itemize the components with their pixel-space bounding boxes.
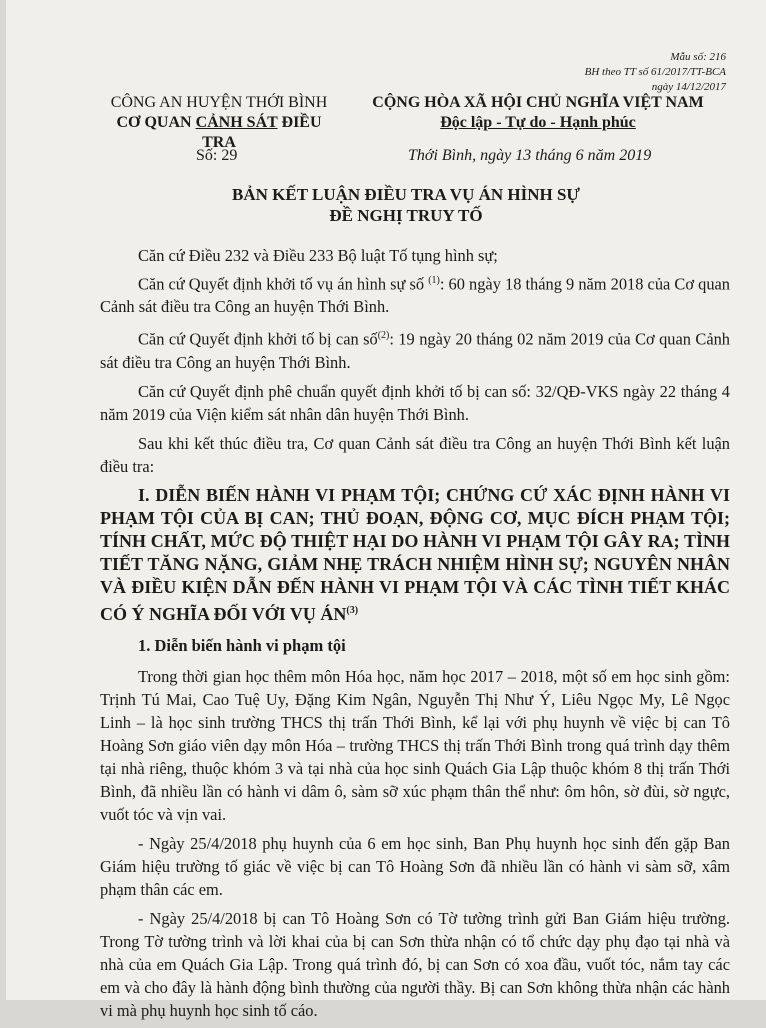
- paragraph-case-prosecution: [100, 269, 730, 318]
- paragraph-incident-description: Trong thời gian học thêm môn Hóa học, năm học 2017 – 2018, một số em học sinh gồm: Trịnh Tú Mai, Cao Tuệ Uy, Đặng Kim Ngân, Nguyễn Thị Như Ý, Liêu Ngọc My, Lê Ngọc Linh – là học sinh trường THCS thị trấn Thới Bình, kể lại với phụ huynh về việc bị can Tô Hoàng Sơn giáo viên dạy môn Hóa – trường THCS thị trấn Thới Bình trong quá trình dạy thêm tại nhà riêng, thuộc khóm 3 và tại nhà của học sinh Quách Gia Lập thuộc khóm 8 thị trấn Thới Bình, đã nhiều lần có hành vi dâm ô, sàm sỡ xúc phạm thân thể như: ôm hôn, sờ đùi, sờ ngực, vuốt tóc và vịn vai.: [100, 666, 730, 824]
- document-body: [100, 244, 730, 1028]
- national-motto: Độc lập - Tự do - Hạnh phúc: [440, 114, 636, 131]
- place-and-date: Thới Bình, ngày 13 tháng 6 năm 2019: [408, 147, 652, 164]
- form-issue-date: ngày 14/12/2017: [651, 81, 726, 93]
- section-1-heading: [100, 484, 730, 626]
- p2-text-b: : 60 ngày 18 tháng 9 năm 2018 của Cơ quan Cảnh sát điều tra Công an huyện Thới Bình.: [100, 274, 730, 317]
- paragraph-defendant-statement: - Ngày 25/4/2018 bị can Tô Hoàng Sơn có Tờ tường trình gửi Ban Giám hiệu trường. Trong Tờ tường trình và lời khai của bị can Sơn thừa nhận có tổ chức dạy phụ đạo tại nhà và nhà của em Quách Gia Lập. Trong quá trình đó, bị can Sơn có xoa đầu, vuốt tóc, nắm tay các em và cho đây là hành động bình thường của người thầy. Bị can Sơn không thừa nhận các hành vi mà phụ huynh học sinh tố cáo.: [100, 908, 730, 1020]
- p3-text-a: Căn cứ Quyết định khởi tố bị can số: [138, 329, 378, 349]
- subsection-1-heading: 1. Diễn biến hành vi phạm tội: [138, 635, 346, 655]
- country-name: CỘNG HÒA XÃ HỘI CHỦ NGHĨA VIỆT NAM: [372, 94, 704, 111]
- agency-line-1: CÔNG AN HUYỆN THỚI BÌNH: [110, 94, 328, 111]
- paragraph-defendant-prosecution: [100, 324, 730, 373]
- footnote-ref-1: (1): [428, 275, 440, 286]
- title-line-1: BẢN KẾT LUẬN ĐIỀU TRA VỤ ÁN HÌNH SỰ: [232, 185, 580, 204]
- national-header: [368, 93, 708, 133]
- p3-text-b: : 19 ngày 20 tháng 02 năm 2019 của Cơ quan Cảnh sát điều tra Công an huyện Thới Bình.: [100, 329, 731, 372]
- section-1-heading-text: I. DIỄN BIẾN HÀNH VI PHẠM TỘI; CHỨNG CỨ XÁC ĐỊNH HÀNH VI PHẠM TỘI CỦA BỊ CAN; THỦ ĐOẠN, ĐỘNG CƠ, MỤC ĐÍCH PHẠM TỘI; TÍNH CHẤT, MỨC ĐỘ THIỆT HẠI DO HÀNH VI PHẠM TỘI GÂY RA; TÌNH TIẾT TĂNG NẶNG, GIẢM NHẸ TRÁCH NHIỆM HÌNH SỰ; NGUYÊN NHÂN VÀ ĐIỀU KIỆN DẪN ĐẾN HÀNH VI PHẠM TỘI VÀ CÁC TÌNH TIẾT KHÁC CÓ Ý NGHĨA ĐỐI VỚI VỤ ÁN: [100, 484, 730, 624]
- form-number: Mẫu số: 216: [670, 51, 726, 63]
- paragraph-approval-decision: Căn cứ Quyết định phê chuẩn quyết định khởi tố bị can số: 32/QĐ-VKS ngày 22 tháng 4 năm 2019 của Viện kiểm sát nhân dân huyện Thới Bình.: [100, 381, 730, 424]
- footnote-ref-2: (2): [377, 330, 390, 342]
- footnote-ref-3: (3): [346, 604, 359, 616]
- paragraph-parent-report: - Ngày 25/4/2018 phụ huynh của 6 em học sinh, Ban Phụ huynh học sinh đến gặp Ban Giám hiệu trường tố giác về việc bị can Tô Hoàng Sơn đã nhiều lần có hành vi sàm sỡ, xâm phạm thân các em.: [100, 833, 730, 899]
- title-line-2: ĐỀ NGHỊ TRUY TỐ: [329, 206, 483, 225]
- form-issued-by: BH theo TT số 61/2017/TT-BCA: [584, 66, 726, 78]
- issuing-agency: [104, 93, 334, 153]
- agency-line-2-suffix: ĐIỀU TRA: [202, 114, 322, 151]
- document-title: [126, 184, 686, 226]
- document-page: [6, 0, 766, 1020]
- paragraph-conclusion-intro: Sau khi kết thúc điều tra, Cơ quan Cảnh sát điều tra Công an huyện Thới Bình kết luận điều tra:: [100, 433, 730, 476]
- agency-line-2-prefix: CƠ QUAN: [116, 114, 196, 131]
- agency-line-2-underlined: CẢNH SÁT: [195, 114, 278, 131]
- form-note: [556, 50, 726, 95]
- document-number: Số: 29: [196, 147, 238, 164]
- paragraph-legal-basis: Căn cứ Điều 232 và Điều 233 Bộ luật Tố tụng hình sự;: [138, 246, 498, 265]
- p2-text-a: Căn cứ Quyết định khởi tố vụ án hình sự số: [138, 274, 429, 294]
